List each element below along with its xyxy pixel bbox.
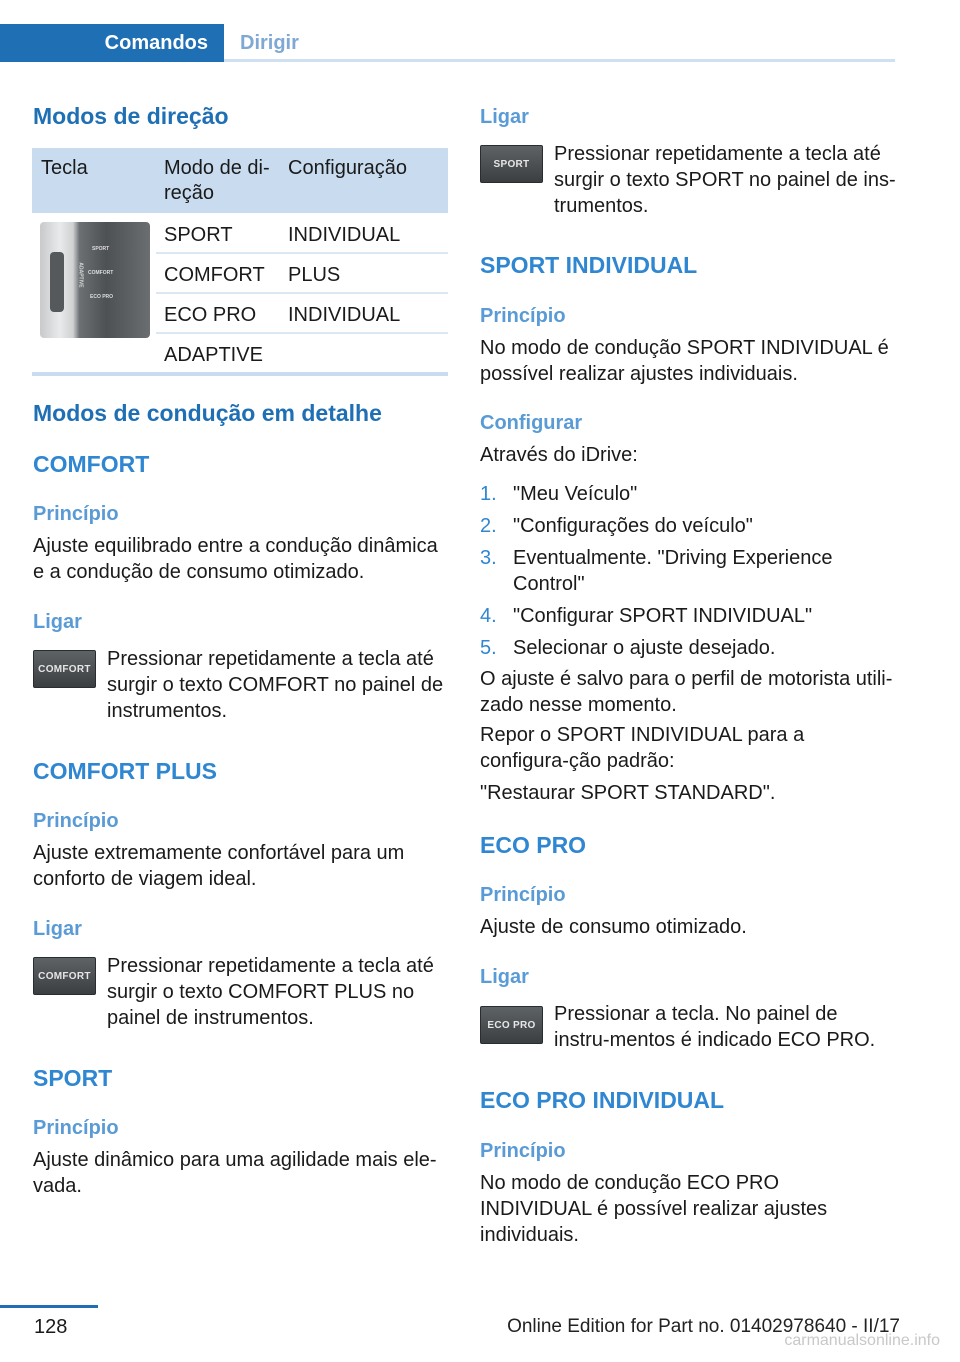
heading-eco-pro: ECO PRO bbox=[480, 832, 587, 858]
label-principio: Princípio bbox=[33, 503, 119, 525]
chapter-tabs bbox=[0, 24, 895, 62]
photo-label-eco-pro: ECO PRO bbox=[90, 294, 114, 300]
photo-label-adaptive: ADAPTIVE bbox=[77, 262, 84, 288]
list-item: 2. "Configurações do veículo" bbox=[480, 515, 753, 537]
sport-on-text: Pressionar repetidamente a tecla até surgir o texto SPORT no painel de ins-trumentos. bbox=[554, 143, 896, 217]
tab-underline bbox=[224, 59, 895, 62]
header-configuracao: Configuração bbox=[288, 157, 407, 179]
tab-comandos[interactable]: Comandos bbox=[0, 24, 224, 62]
table-cell: INDIVIDUAL bbox=[288, 304, 401, 326]
reset-text: Repor o SPORT INDIVIDUAL para a configura-ção padrão: bbox=[480, 724, 805, 772]
heading-comfort-plus: COMFORT PLUS bbox=[33, 758, 217, 784]
saved-text: O ajuste é salvo para o perfil de motorista utili-zado nesse momento. bbox=[480, 668, 893, 716]
comfort-plus-on-text: Pressionar repetidamente a tecla até surgir o texto COMFORT PLUS no painel de instrumentos. bbox=[107, 955, 434, 1029]
photo-label-comfort: COMFORT bbox=[88, 270, 114, 276]
list-item: 5. Selecionar o ajuste desejado. bbox=[480, 637, 776, 659]
config-steps-list bbox=[480, 481, 896, 667]
label-ligar: Ligar bbox=[33, 611, 82, 633]
sport-individual-principle-text: No modo de condução SPORT INDIVIDUAL é possível realizar ajustes individuais. bbox=[480, 337, 889, 385]
edition-text: Online Edition for Part no. 01402978640 - II/17 bbox=[507, 1316, 900, 1337]
comfort-button-icon: COMFORT bbox=[33, 650, 96, 688]
label-principio: Princípio bbox=[33, 1117, 119, 1139]
page-number: 128 bbox=[34, 1316, 68, 1338]
sport-button-icon: SPORT bbox=[480, 145, 543, 183]
config-intro: Através do iDrive: bbox=[480, 444, 638, 466]
eco-pro-individual-principle-text: No modo de condução ECO PRO INDIVIDUAL é possível realizar ajustes individuais. bbox=[480, 1172, 828, 1246]
table-cell: PLUS bbox=[288, 264, 341, 286]
table-header bbox=[32, 148, 448, 213]
reset-command: "Restaurar SPORT STANDARD". bbox=[480, 782, 776, 804]
eco-pro-principle-text: Ajuste de consumo otimizado. bbox=[480, 916, 747, 938]
footer-rule bbox=[0, 1305, 98, 1308]
comfort-principle-text: Ajuste equilibrado entre a condução dinâmica e a condução de consumo otimizado. bbox=[33, 535, 438, 583]
heading-sport-individual: SPORT INDIVIDUAL bbox=[480, 252, 698, 278]
table-row: ADAPTIVE bbox=[164, 344, 263, 366]
label-principio: Princípio bbox=[480, 305, 566, 327]
list-item: 4. "Configurar SPORT INDIVIDUAL" bbox=[480, 605, 813, 627]
comfort-on-text: Pressionar repetidamente a tecla até surgir o texto COMFORT no painel de instrumentos. bbox=[107, 648, 444, 722]
table-cell: INDIVIDUAL bbox=[288, 224, 401, 246]
label-ligar: Ligar bbox=[33, 918, 82, 940]
label-configurar: Configurar bbox=[480, 412, 583, 434]
comfort-plus-principle-text: Ajuste extremamente confortável para um conforto de viagem ideal. bbox=[33, 842, 405, 890]
eco-pro-on-text: Pressionar a tecla. No painel de instru-mentos é indicado ECO PRO. bbox=[554, 1003, 876, 1051]
heading-eco-pro-individual: ECO PRO INDIVIDUAL bbox=[480, 1087, 725, 1113]
label-principio: Princípio bbox=[480, 1140, 566, 1162]
eco-pro-button-icon: ECO PRO bbox=[480, 1006, 543, 1044]
section-title-detalhe: Modos de condução em detalhe bbox=[33, 400, 382, 426]
label-ligar: Ligar bbox=[480, 106, 529, 128]
watermark: carmanualsonline.info bbox=[784, 1332, 940, 1349]
label-ligar: Ligar bbox=[480, 966, 529, 988]
list-item: 3. Eventualmente. "Driving Experience Control" bbox=[480, 547, 833, 595]
label-principio: Princípio bbox=[33, 810, 119, 832]
heading-sport: SPORT bbox=[33, 1065, 113, 1091]
table-row: COMFORT bbox=[164, 264, 265, 286]
header-tecla: Tecla bbox=[41, 157, 88, 179]
label-principio: Princípio bbox=[480, 884, 566, 906]
photo-label-sport: SPORT bbox=[92, 246, 110, 252]
heading-comfort: COMFORT bbox=[33, 451, 150, 477]
comfort-plus-button-icon: COMFORT bbox=[33, 957, 96, 995]
tab-dirigir[interactable]: Dirigir bbox=[240, 32, 299, 54]
list-item: 1. "Meu Veículo" bbox=[480, 483, 638, 505]
table-row: SPORT bbox=[164, 224, 233, 246]
header-modo: Modo de di- reção bbox=[164, 157, 270, 204]
sport-principle-text: Ajuste dinâmico para uma agilidade mais ele-vada. bbox=[33, 1149, 437, 1197]
section-title-modos-direcao: Modos de direção bbox=[33, 103, 229, 129]
table-row: ECO PRO bbox=[164, 304, 257, 326]
driving-mode-switch-photo bbox=[40, 222, 150, 338]
